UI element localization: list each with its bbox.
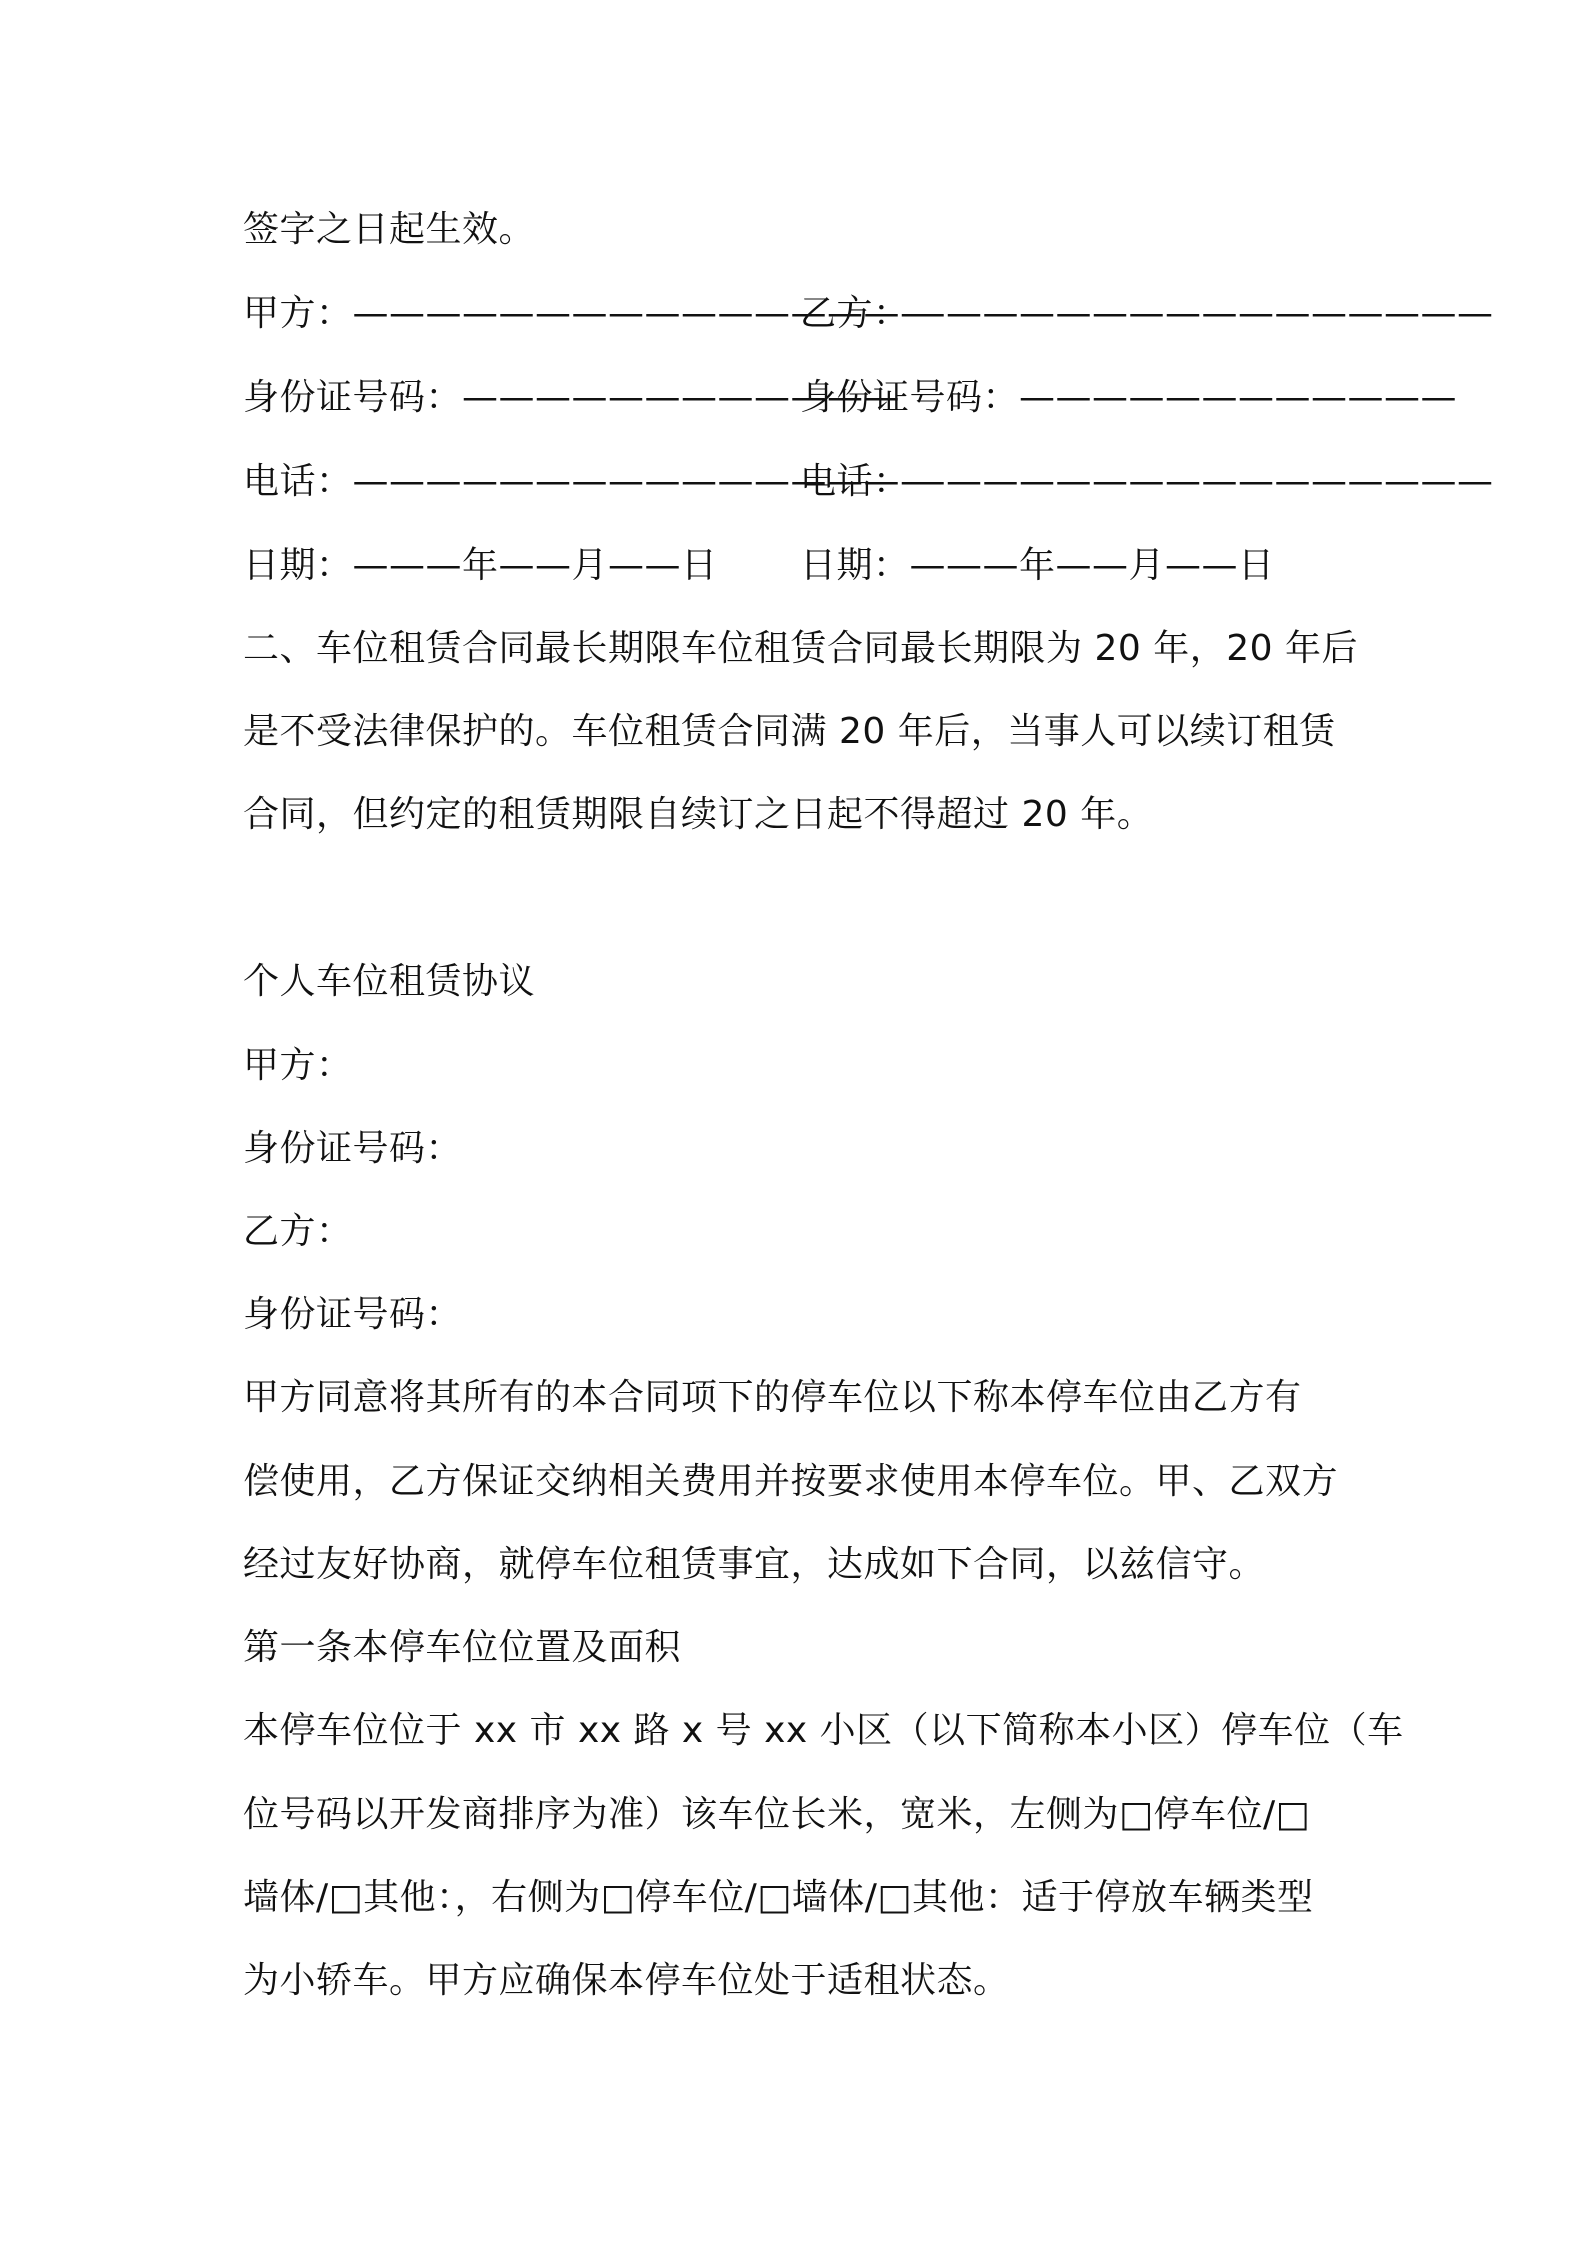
paragraph-line: 墙体/□其他：，右侧为□停车位/□墙体/□其他：适于停放车辆类型 — [243, 1877, 1314, 1918]
date-party-a: 日期：———年——月——日 — [243, 545, 718, 586]
phone-party-a: 电话：———————————————— — [243, 461, 937, 502]
id-number-party-b: 身份证号码：———————————— — [800, 377, 1458, 418]
paragraph-line: 本停车位位于 xx 市 xx 路 x 号 xx 小区（以下简称本小区）停车位（车 — [243, 1710, 1404, 1751]
agreement-title: 个人车位租赁协议 — [243, 961, 536, 1002]
signature-party-a: 甲方：———————————————— — [243, 293, 937, 334]
paragraph-line: 甲方同意将其所有的本合同项下的停车位以下称本停车位由乙方有 — [243, 1377, 1302, 1418]
paragraph-line: 二、车位租赁合同最长期限车位租赁合同最长期限为 20 年，20 年后 — [243, 628, 1358, 669]
party-a-label: 甲方： — [243, 1045, 353, 1086]
paragraph-line: 是不受法律保护的。车位租赁合同满 20 年后，当事人可以续订租赁 — [243, 711, 1336, 752]
party-b-id-label: 身份证号码： — [243, 1294, 463, 1335]
paragraph-line: 合同，但约定的租赁期限自续订之日起不得超过 20 年。 — [243, 794, 1154, 835]
paragraph-line: 经过友好协商，就停车位租赁事宜，达成如下合同，以兹信守。 — [243, 1544, 1266, 1585]
paragraph-line: 为小轿车。甲方应确保本停车位处于适租状态。 — [243, 1960, 1010, 2001]
article-heading: 第一条本停车位位置及面积 — [243, 1627, 682, 1668]
party-a-id-label: 身份证号码： — [243, 1128, 463, 1169]
signature-party-b: 乙方：———————————————— — [800, 293, 1494, 334]
paragraph-line: 位号码以开发商排序为准）该车位长米，宽米，左侧为□停车位/□ — [243, 1794, 1311, 1835]
paragraph-line: 偿使用，乙方保证交纳相关费用并按要求使用本停车位。甲、乙双方 — [243, 1461, 1339, 1502]
date-party-b: 日期：———年——月——日 — [800, 545, 1275, 586]
id-number-party-a: 身份证号码：———————————— — [243, 377, 901, 418]
effective-clause: 签字之日起生效。 — [243, 209, 536, 250]
phone-party-b: 电话：———————————————— — [800, 461, 1494, 502]
party-b-label: 乙方： — [243, 1211, 353, 1252]
